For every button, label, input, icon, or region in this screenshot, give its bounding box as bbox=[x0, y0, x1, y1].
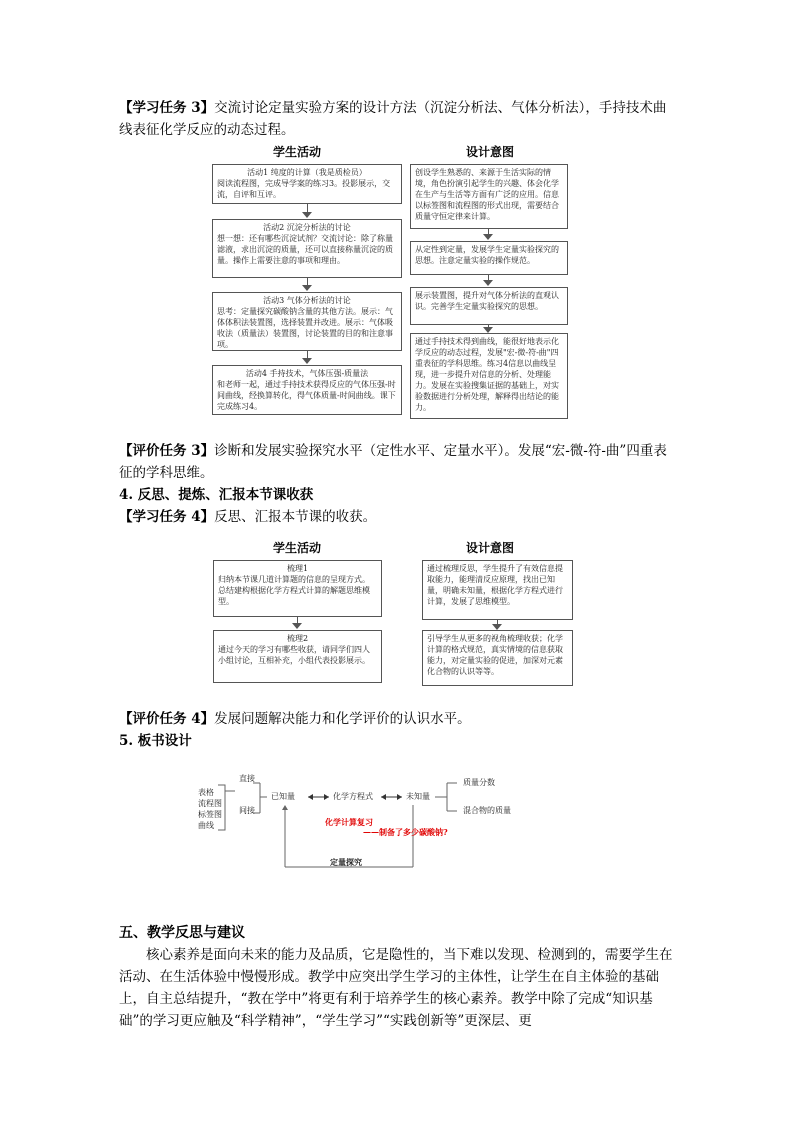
task3-design-header: 设计意图 bbox=[465, 145, 514, 159]
board-source-flowchart: 流程图 bbox=[198, 799, 222, 808]
evaluation-task-4-label: 【评价任务 4】 bbox=[119, 711, 215, 727]
board-source-curve: 曲线 bbox=[198, 821, 214, 830]
activity-3-body: 思考：定量探究碳酸钠含量的其他方法。展示：气体体积法装置图，选择装置并改进。展示：气体吸收法（质量法）装置图，讨论装置的目的和注意事项。 bbox=[217, 307, 393, 349]
activity-1-box bbox=[212, 164, 402, 204]
board-unknown: 未知量 bbox=[406, 792, 430, 801]
learning-task-3-text: 交流讨论定量实验方案的设计方法（沉淀分析法、气体分析法），手持技术曲线表征化学反应的动态过程。 bbox=[119, 100, 667, 138]
activity-2-box bbox=[212, 219, 402, 278]
design-3-text: 展示装置图，提升对气体分析法的直观认识。完善学生定量实验探究的思想。 bbox=[415, 291, 559, 311]
section-5-heading: 5. 板书设计 bbox=[119, 733, 192, 749]
board-source-table: 表格 bbox=[198, 788, 214, 797]
review-2-box bbox=[213, 630, 382, 683]
board-direct: 直接 bbox=[239, 774, 255, 783]
section-five-heading: 五、教学反思与建议 bbox=[119, 925, 245, 941]
board-equation: 化学方程式 bbox=[333, 792, 373, 801]
evaluation-task-4-text: 发展问题解决能力和化学评价的认识水平。 bbox=[214, 711, 471, 727]
learning-task-3-label: 【学习任务 3】 bbox=[119, 100, 215, 116]
review-2-title: 梳理2 bbox=[286, 634, 309, 643]
board-mass-fraction: 质量分数 bbox=[463, 778, 495, 787]
board-indirect: 间接 bbox=[239, 806, 255, 815]
board-mix-mass: 混合物的质量 bbox=[463, 806, 511, 815]
down-arrow-icon bbox=[483, 234, 493, 240]
down-arrow-icon bbox=[483, 280, 493, 286]
design-2-text: 从定性到定量，发展学生定量实验探究的思想。注意定量实验的操作规范。 bbox=[415, 245, 559, 265]
task4-design-header: 设计意图 bbox=[465, 541, 514, 555]
review-1-box bbox=[213, 560, 382, 617]
task4-student-header: 学生活动 bbox=[272, 541, 321, 555]
activity-3-title: 活动3 气体分析法的讨论 bbox=[263, 296, 351, 305]
design-review-2-text: 引导学生从更多的视角梳理收获；化学计算的格式规范，真实情境的信息获取能力，对定量实验的促进，加深对元素化合物的认识等等。 bbox=[427, 634, 563, 676]
activity-2-body: 想一想：还有哪些沉淀试剂？交流讨论：除了称量滤液，求出沉淀的质量，还可以直接称量沉淀的质量。操作上需要注意的事项和理由。 bbox=[217, 234, 393, 265]
review-1-body: 归纳本节课几道计算题的信息的呈现方式。总结建构根据化学方程式计算的解题思维模型。 bbox=[218, 575, 370, 606]
review-1-title: 梳理1 bbox=[286, 564, 309, 573]
down-arrow-icon bbox=[292, 623, 302, 629]
section-4-heading: 4. 反思、提炼、汇报本节课收获 bbox=[119, 487, 314, 503]
design-3-box bbox=[410, 287, 568, 325]
board-question: ——制备了多少碳酸钠? bbox=[363, 827, 448, 837]
design-1-text: 创设学生熟悉的、来源于生活实际的情境，角色扮演引起学生的兴趣、体会化学在生产与生活等方面有广泛的应用。信息以标签图和流程图的形式出现，需要结合质量守恒定律来计算。 bbox=[415, 168, 559, 221]
activity-1-title: 活动1 纯度的计算（我是质检员） bbox=[247, 168, 367, 177]
design-review-1-text: 通过梳理反思，学生提升了有效信息提取能力，能理清反应原理，找出已知量，明确未知量，根据化学方程式进行计算，发展了思维模型。 bbox=[427, 564, 563, 606]
design-review-2-box bbox=[422, 630, 573, 686]
task3-student-header: 学生活动 bbox=[272, 145, 321, 159]
activity-4-body: 和老师一起，通过手持技术获得反应的气体压强-时间曲线，经换算转化，得气体质量-时间曲线。课下完成练习4。 bbox=[217, 380, 396, 411]
review-2-body: 通过今天的学习有哪些收获，请同学们四人小组讨论，互相补充，小组代表投影展示。 bbox=[218, 645, 370, 665]
activity-4-box bbox=[212, 365, 402, 415]
board-source-label-chart: 标签图 bbox=[198, 810, 222, 819]
evaluation-task-3-text: 诊断和发展实验探究水平（定性水平、定量水平）。发展“宏-微-符-曲”四重表征的学科思维。 bbox=[119, 443, 667, 481]
design-4-text: 通过手持技术得到曲线，能很好地表示化学反应的动态过程，发展"宏-微-符-曲"四重表征的学科思维。练习4信息以曲线呈现，进一步提升对信息的分析、处理能力。发展在实验搜集证据的基础上，对实验数据进行分析处理，解释得出结论的能力。 bbox=[415, 337, 559, 412]
board-design-diagram bbox=[195, 765, 535, 875]
design-2-box bbox=[410, 241, 568, 275]
activity-2-title: 活动2 沉淀分析法的讨论 bbox=[263, 223, 351, 232]
board-review: 化学计算复习 bbox=[325, 817, 373, 827]
board-quant: 定量探究 bbox=[330, 857, 362, 867]
design-1-box bbox=[410, 164, 568, 229]
activity-3-box bbox=[212, 292, 402, 351]
activity-1-body: 阅读流程图，完成导学案的练习3。投影展示，交流，自评和互评。 bbox=[217, 179, 391, 199]
board-sources bbox=[198, 787, 222, 831]
learning-task-3 bbox=[119, 97, 679, 141]
evaluation-task-3-label: 【评价任务 3】 bbox=[119, 443, 215, 459]
evaluation-task-3 bbox=[119, 440, 679, 484]
design-4-box bbox=[410, 333, 568, 419]
board-known: 已知量 bbox=[271, 792, 295, 801]
design-review-1-box bbox=[422, 560, 573, 620]
down-arrow-icon bbox=[302, 285, 312, 291]
section-five-paragraph: 核心素养是面向未来的能力及品质，它是隐性的，当下难以发现、检测到的，需要学生在活动、在生活体验中慢慢形成。教学中应突出学生学习的主体性，让学生在自主体验的基础上，自主总结提升，“教在学中”将更有利于培养学生的核心素养。教学中除了完成“知识基础”的学习更应触及“科学精神”，“学生学习”“实践创新等”更深层、更 bbox=[119, 947, 673, 1029]
evaluation-task-4 bbox=[119, 708, 679, 730]
learning-task-4-label: 【学习任务 4】 bbox=[119, 509, 215, 525]
activity-4-title: 活动4 手持技术，气体压强-质量法 bbox=[245, 369, 369, 378]
learning-task-4-text: 反思、汇报本节课的收获。 bbox=[214, 509, 377, 525]
learning-task-4 bbox=[119, 506, 679, 528]
down-arrow-icon bbox=[302, 358, 312, 364]
down-arrow-icon bbox=[302, 212, 312, 218]
